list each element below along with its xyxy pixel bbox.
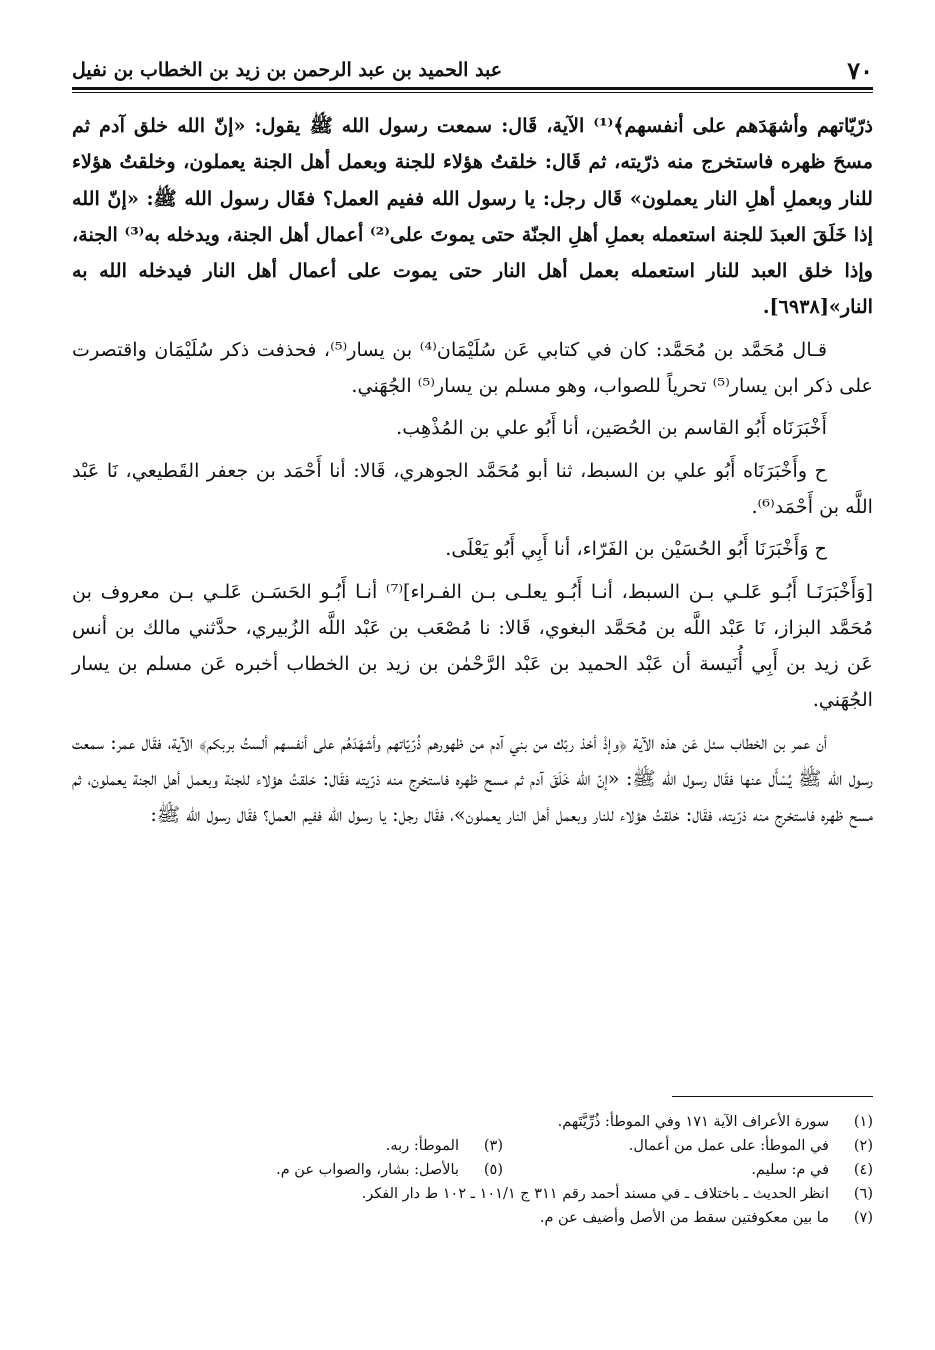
footnote-1: [558, 1110, 873, 1134]
footnote-row: [150, 1206, 873, 1230]
body-text: [72, 108, 873, 840]
footnote-rule: [672, 1096, 873, 1097]
paragraph: أَخْبَرَنَاه أَبُو القاسم بن الحُصَين، أنا أَبُو علي بن المُذْهِب.: [396, 416, 827, 440]
footnote-number: (٧): [853, 1210, 873, 1226]
running-title: عبد الحميد بن عبد الرحمن بن زيد بن الخطاب بن نفيل: [72, 59, 503, 81]
footnote-5: [276, 1158, 503, 1182]
footnote-number: (٤): [853, 1162, 873, 1178]
header-rule: [72, 87, 873, 93]
footnote-7: [540, 1206, 873, 1230]
footnote-row: [150, 1110, 873, 1134]
paragraph: قـال مُحَمَّد بن مُحَمَّد: كان في كتابي عَن سُلَيْمَان⁽⁴⁾ بن يسار⁽⁵⁾، فحذفت ذكر سُلَيْمَان واقتصرت على ذكر ابن يسار⁽⁵⁾ تحرياً للصواب، وهو مسلم بن يسار⁽⁵⁾ الجُهَني.: [72, 337, 873, 398]
footnote-text: في م: سليم.: [751, 1162, 829, 1178]
paragraph: أن عمر بن الخطاب سئل عَن هذه الآية ﴿وإذْ أخذ ربّك من بني آدم من ظهورهم ذُرّيّاتهم وأشهَدَهُم على أنفسهم ألستُ بربكم﴾ الآية، فقَال عمر: سمعت رسول الله ﷺ يُسْأَل عنها فقَال رسول الله ﷺ: «إنّ الله خَلَقَ آدم ثم مسح ظهره فاستخرج منه ذرّيته فقَال: خلقتُ هؤلاء للجنة وبعمل أهل الجنة يعملون، ثم مسح ظهره فاستخرج منه ذرّيته، فقَال: خلقتُ هؤلاء للنار وبعمل أهل النار يعملون»، فقَال رجل: يا رسول الله ففيم العمل؟ فقَال رسول الله ﷺ:: [72, 730, 873, 827]
footnotes: [150, 1110, 873, 1230]
footnote-number: (٢): [853, 1138, 873, 1154]
footnote-text: في الموطأ: على عمل من أعمال.: [628, 1138, 829, 1154]
footnote-text: سورة الأعراف الآية ١٧١ وفي الموطأ: ذُرِّيَّتَهم.: [557, 1114, 829, 1130]
footnote-text: ما بين معكوفتين سقط من الأصل وأضيف عن م.: [539, 1210, 829, 1226]
footnote-row: [150, 1134, 873, 1158]
paragraph: ح وأَخْبَرَنَاه أَبُو علي بن السبط، ثنا أبو مُحَمَّد الجوهري، قَالا: أنا أَحْمَد بن جعفر القَطيعي، نَا عَبْد اللَّه بن أَحْمَد⁽⁶⁾.: [72, 458, 873, 518]
page-header: [72, 55, 873, 85]
footnote-2: [573, 1134, 873, 1158]
paragraph: ذرّيّاتهم وأشهَدَهم على أنفسهم﴾⁽¹⁾ الآية، قَال: سمعت رسول الله ﷺ يقول: «إنّ الله خلق آدم ثم مسحَ ظهره فاستخرج منه ذرّيته، ثم قَال: خلقتُ هؤلاء للجنة وبعمل أهل الجنة يعملون، وخلقتُ هؤلاء للنار وبعملِ أهلِ النار يعملون» قَال رجل: يا رسول الله ففيم العمل؟ فقَال رسول الله ﷺ: «إنّ الله إذا خَلَقَ العبدَ للجنة استعمله بعملِ أهلِ الجنّة حتى يموتَ على⁽²⁾ أعمال أهل الجنة، ويدخله به⁽³⁾ الجنة، وإذا خلق العبد للنار استعمله بعمل أهل النار حتى يموت على أعمال أهل النار فيدخله الله به النار»[٦٩٣٨].: [72, 114, 873, 319]
footnote-6: [362, 1182, 873, 1206]
paragraph: [وَأَخْبَرَنَـا أَبُـو عَلـي بـن السبط، أنـا أَبُـو يعلـى بـن الفـراء]⁽⁷⁾ أنـا أَبُـو الحَسَـن عَلـي بـن معروف بن مُحَمَّد البزاز، نَا عَبْد اللَّه بن مُحَمَّد البغوي، قَالا: نا مُصْعَب بن عَبْد اللَّه الزُبيري، حدَّثني مالك بن أنس عَن زيد بن أَبِي أُنَيسة أن عَبْد الحميد بن عَبْد الرَّحْمٰن بن زيد بن الخطاب أخبره عَن مسلم بن يسار الجُهَني.: [72, 579, 873, 712]
footnote-text: الموطأ: ربه.: [385, 1138, 459, 1154]
footnote-4: [573, 1158, 873, 1182]
paragraph: ح وَأَخْبَرَنَا أَبُو الحُسَيْن بن الفَرّاء، أنا أَبِي أَبُو يَعْلَى.: [445, 537, 827, 561]
footnote-row: [150, 1182, 873, 1206]
footnote-number: (١): [853, 1114, 873, 1130]
page-number: ٧٠: [847, 55, 873, 85]
footnote-text: انظر الحديث ـ باختلاف ـ في مسند أحمد رقم ٣١١ ج ١٠١/١ ـ ١٠٢ ط دار الفكر.: [361, 1186, 829, 1202]
footnote-3: [386, 1134, 503, 1158]
footnote-text: بالأصل: بشار، والصواب عن م.: [276, 1162, 459, 1178]
footnote-number: (٣): [483, 1138, 503, 1154]
footnote-number: (٥): [483, 1162, 503, 1178]
footnote-row: [150, 1158, 873, 1182]
footnote-number: (٦): [853, 1186, 873, 1202]
